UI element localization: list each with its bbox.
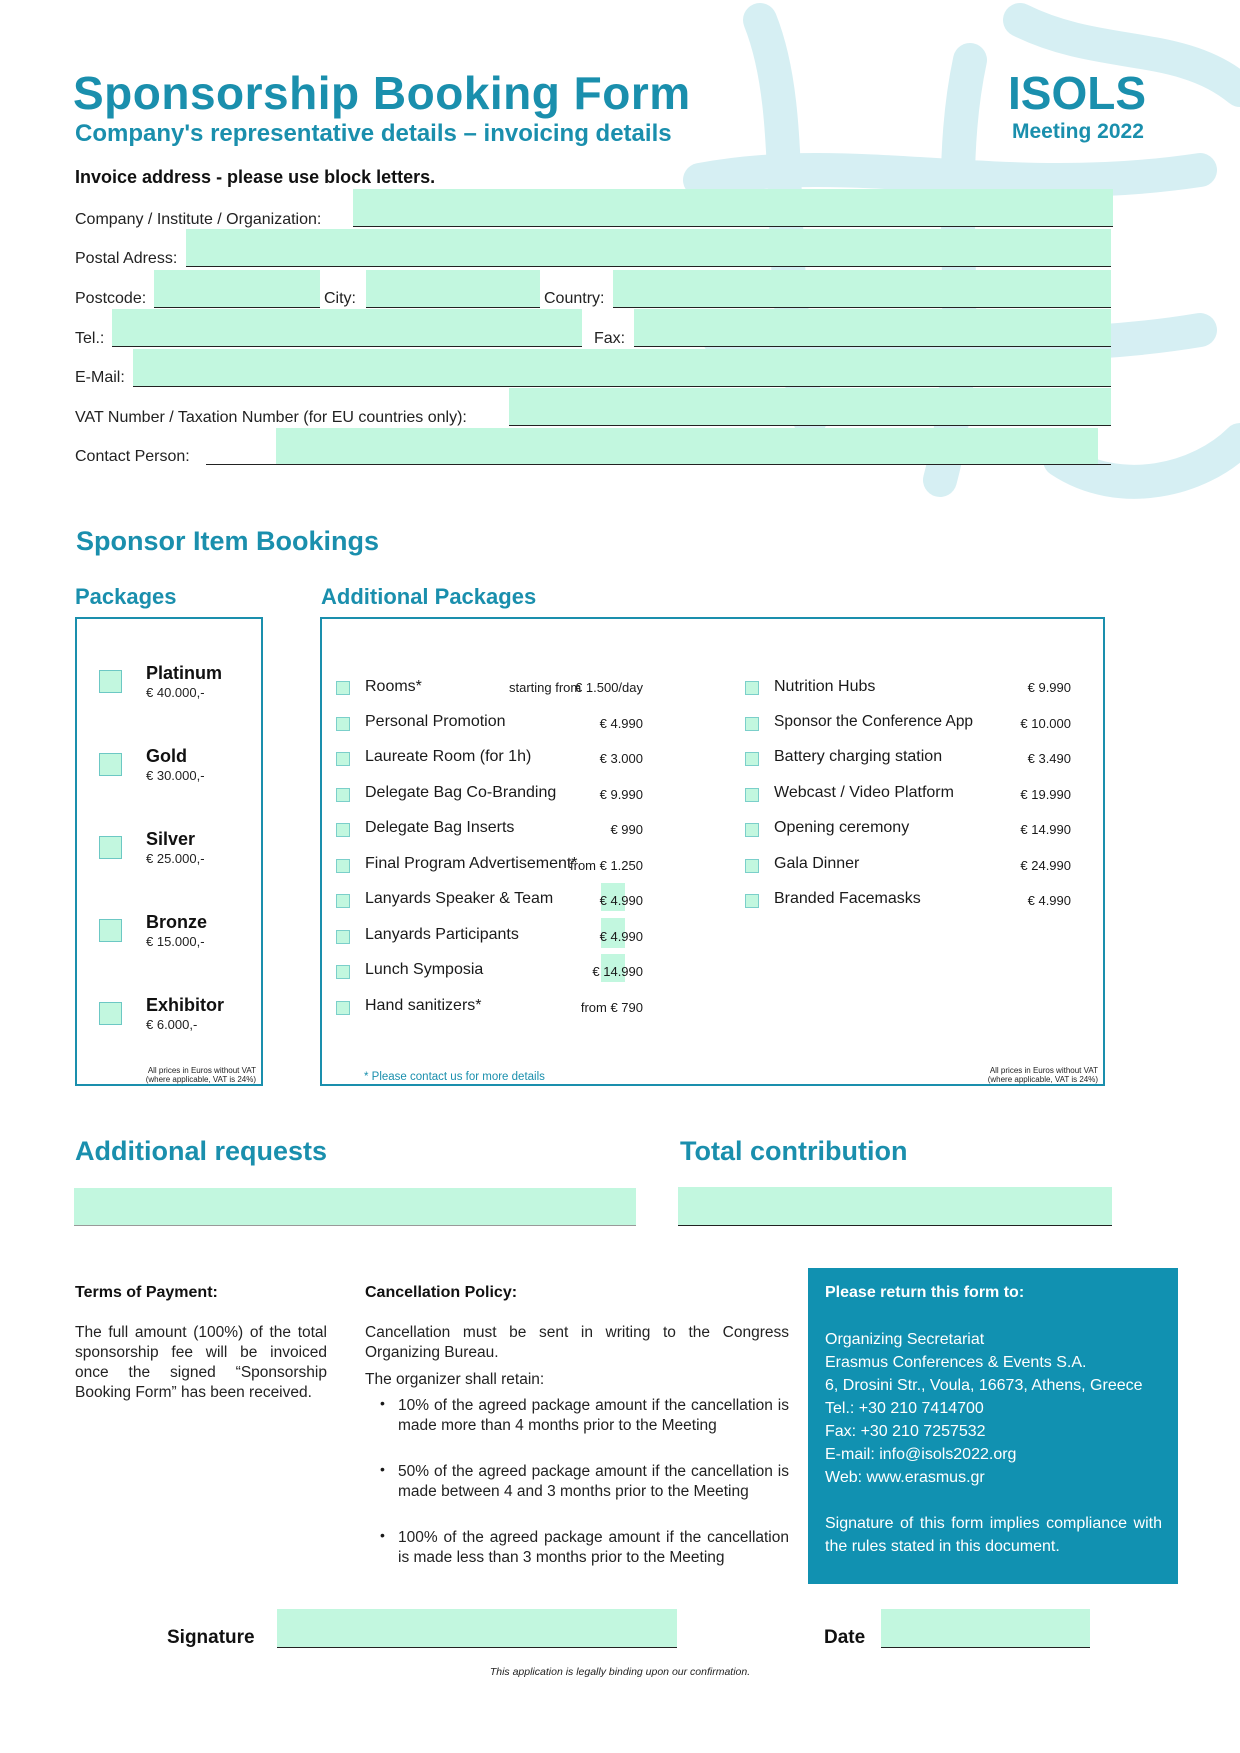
package-name: Silver	[146, 829, 196, 849]
cancellation-heading: Cancellation Policy:	[365, 1284, 518, 1301]
item-price: € 4.990	[599, 716, 643, 731]
item-price: € 3.000	[599, 751, 643, 766]
date-field[interactable]	[881, 1609, 1090, 1648]
return-info-box	[808, 1268, 1178, 1584]
checkbox-personal-promotion[interactable]	[336, 717, 350, 731]
checkbox-gold[interactable]	[99, 753, 122, 776]
email-label: E-Mail:	[75, 369, 125, 386]
return-line: Web: www.erasmus.gr	[825, 1469, 985, 1486]
postal-field[interactable]	[186, 229, 1111, 267]
cancellation-retain: The organizer shall retain:	[365, 1371, 545, 1388]
total-contribution-field[interactable]	[678, 1187, 1112, 1226]
item-note: starting from	[509, 680, 582, 695]
invoice-heading: Invoice address - please use block letters.	[75, 167, 436, 187]
return-footer: Signature of this form implies compliance with the rules stated in this document.	[825, 1515, 1162, 1555]
signature-label: Signature	[167, 1627, 255, 1648]
item-nutrition-hubs: Nutrition Hubs	[774, 678, 876, 695]
cancellation-bullet-dot: •	[380, 1461, 385, 1477]
package-price: € 25.000,-	[146, 851, 205, 866]
item-bag-cobranding: Delegate Bag Co-Branding	[365, 784, 557, 801]
additional-requests-underline	[74, 1225, 636, 1226]
isols-logo: ISOLS	[1008, 67, 1147, 119]
item-lunch-symposia: Lunch Symposia	[365, 961, 484, 978]
checkbox-lanyards-speaker[interactable]	[336, 894, 350, 908]
cancellation-bullet-dot: •	[380, 1527, 385, 1543]
checkbox-conference-app[interactable]	[745, 717, 759, 731]
item-price: € 4.990	[1027, 893, 1071, 908]
return-heading: Please return this form to:	[825, 1284, 1025, 1301]
contact-label: Contact Person:	[75, 448, 190, 465]
return-line: Tel.: +30 210 7414700	[825, 1400, 984, 1417]
city-label: City:	[324, 290, 356, 307]
checkbox-webcast[interactable]	[745, 788, 759, 802]
package-name: Platinum	[146, 663, 223, 683]
country-label: Country:	[544, 290, 605, 307]
legal-note: This application is legally binding upon our confirmation.	[489, 1666, 751, 1678]
item-rooms: Rooms*	[365, 678, 422, 695]
terms-heading: Terms of Payment:	[75, 1284, 218, 1301]
contact-underline	[206, 464, 1111, 465]
item-price: € 3.490	[1027, 751, 1071, 766]
cancellation-bullet: 50% of the agreed package amount if the cancellation is made between 4 and 3 months prior to the Meeting	[398, 1463, 789, 1500]
checkbox-exhibitor[interactable]	[99, 1002, 122, 1025]
checkbox-opening-ceremony[interactable]	[745, 823, 759, 837]
item-price: € 14.990	[592, 964, 643, 979]
isols-logo-sub: Meeting 2022	[1012, 120, 1144, 143]
item-final-program: Final Program Advertisement*	[365, 855, 578, 872]
package-name: Gold	[146, 746, 187, 766]
additional-requests-heading: Additional requests	[75, 1136, 328, 1166]
checkbox-lunch-symposia[interactable]	[336, 965, 350, 979]
item-price: € 9.990	[1027, 680, 1071, 695]
vat-note: All prices in Euros without VAT (where applicable, VAT is 24%)	[145, 1066, 256, 1084]
return-line: 6, Drosini Str., Voula, 16673, Athens, Greece	[825, 1377, 1143, 1394]
checkbox-platinum[interactable]	[99, 670, 122, 693]
checkbox-hand-sanitizers[interactable]	[336, 1001, 350, 1015]
item-price: € 14.990	[1020, 822, 1071, 837]
postcode-field[interactable]	[154, 270, 320, 308]
company-label: Company / Institute / Organization:	[75, 211, 322, 228]
page-subtitle: Company's representative details – invoicing details	[75, 120, 672, 147]
cancellation-bullet: 10% of the agreed package amount if the cancellation is made more than 4 months prior to the Meeting	[398, 1397, 789, 1434]
page-title: Sponsorship Booking Form	[73, 67, 691, 119]
fax-field[interactable]	[634, 309, 1111, 347]
terms-text: The full amount (100%) of the total sponsorship fee will be invoiced once the signed “Sponsorship Booking Form” has been received.	[75, 1324, 327, 1401]
additional-requests-field[interactable]	[74, 1188, 636, 1226]
item-lanyards-participants: Lanyards Participants	[365, 926, 519, 943]
packages-box	[75, 617, 263, 1086]
return-line: Organizing Secretariat	[825, 1331, 985, 1348]
vat-note: All prices in Euros without VAT (where applicable, VAT is 24%)	[987, 1066, 1098, 1084]
additional-packages-box	[320, 617, 1105, 1086]
item-price: € 4.990	[599, 893, 643, 908]
item-opening-ceremony: Opening ceremony	[774, 819, 910, 836]
company-field[interactable]	[353, 189, 1113, 227]
item-price: from € 790	[580, 1000, 643, 1015]
package-price: € 15.000,-	[146, 934, 205, 949]
item-gala-dinner: Gala Dinner	[774, 855, 860, 872]
postcode-label: Postcode:	[75, 290, 147, 307]
checkbox-battery-station[interactable]	[745, 752, 759, 766]
item-price: € 4.990	[599, 929, 643, 944]
checkbox-final-program[interactable]	[336, 859, 350, 873]
city-field[interactable]	[366, 270, 540, 308]
return-line: Erasmus Conferences & Events S.A.	[825, 1354, 1087, 1371]
item-price: € 24.990	[1020, 858, 1071, 873]
cancellation-bullet-dot: •	[380, 1395, 385, 1411]
checkbox-silver[interactable]	[99, 836, 122, 859]
postal-label: Postal Adress:	[75, 250, 178, 267]
item-battery-station: Battery charging station	[774, 748, 943, 765]
item-price: € 990	[610, 822, 643, 837]
package-name: Exhibitor	[146, 995, 225, 1015]
item-laureate-room: Laureate Room (for 1h)	[365, 748, 532, 765]
item-branded-facemasks: Branded Facemasks	[774, 890, 921, 907]
contact-us-note: * Please contact us for more details	[364, 1071, 545, 1083]
item-price: € 9.990	[599, 787, 643, 802]
item-personal-promotion: Personal Promotion	[365, 713, 506, 730]
return-line: E-mail: info@isols2022.org	[825, 1446, 1017, 1463]
checkbox-bag-inserts[interactable]	[336, 823, 350, 837]
item-hand-sanitizers: Hand sanitizers*	[365, 997, 482, 1014]
package-price: € 40.000,-	[146, 685, 205, 700]
bookings-heading: Sponsor Item Bookings	[76, 526, 380, 556]
package-price: € 6.000,-	[146, 1017, 198, 1032]
email-field[interactable]	[133, 349, 1111, 387]
item-price: € 1.500/day	[575, 680, 643, 695]
item-bag-inserts: Delegate Bag Inserts	[365, 819, 515, 836]
additional-packages-heading: Additional Packages	[321, 584, 537, 609]
vat-label: VAT Number / Taxation Number (for EU countries only):	[75, 409, 467, 426]
checkbox-bronze[interactable]	[99, 919, 122, 942]
checkbox-branded-facemasks[interactable]	[745, 894, 759, 908]
fax-label: Fax:	[594, 330, 626, 347]
item-price: € 10.000	[1020, 716, 1071, 731]
item-lanyards-speaker: Lanyards Speaker & Team	[365, 890, 554, 907]
date-label: Date	[824, 1627, 866, 1648]
checkbox-rooms[interactable]	[336, 681, 350, 695]
item-price: € 19.990	[1020, 787, 1071, 802]
package-price: € 30.000,-	[146, 768, 205, 783]
checkbox-laureate-room[interactable]	[336, 752, 350, 766]
item-webcast: Webcast / Video Platform	[774, 784, 954, 801]
vat-field[interactable]	[509, 388, 1111, 426]
country-field[interactable]	[613, 270, 1111, 308]
checkbox-nutrition-hubs[interactable]	[745, 681, 759, 695]
item-price: from € 1.250	[570, 858, 643, 873]
item-conference-app: Sponsor the Conference App	[774, 713, 974, 730]
checkbox-lanyards-participants[interactable]	[336, 930, 350, 944]
return-line: Fax: +30 210 7257532	[825, 1423, 986, 1440]
checkbox-bag-cobranding[interactable]	[336, 788, 350, 802]
contact-field[interactable]	[276, 428, 1098, 464]
signature-field[interactable]	[277, 1609, 677, 1648]
checkbox-gala-dinner[interactable]	[745, 859, 759, 873]
tel-field[interactable]	[112, 309, 582, 347]
tel-label: Tel.:	[75, 330, 105, 347]
packages-heading: Packages	[75, 584, 177, 609]
package-name: Bronze	[146, 912, 208, 932]
total-contribution-heading: Total contribution	[680, 1136, 908, 1166]
cancellation-intro: Cancellation must be sent in writing to the Congress Organizing Bureau.	[365, 1324, 789, 1361]
cancellation-bullet: 100% of the agreed package amount if the cancellation is made less than 3 months prior to the Meeting	[398, 1529, 789, 1566]
